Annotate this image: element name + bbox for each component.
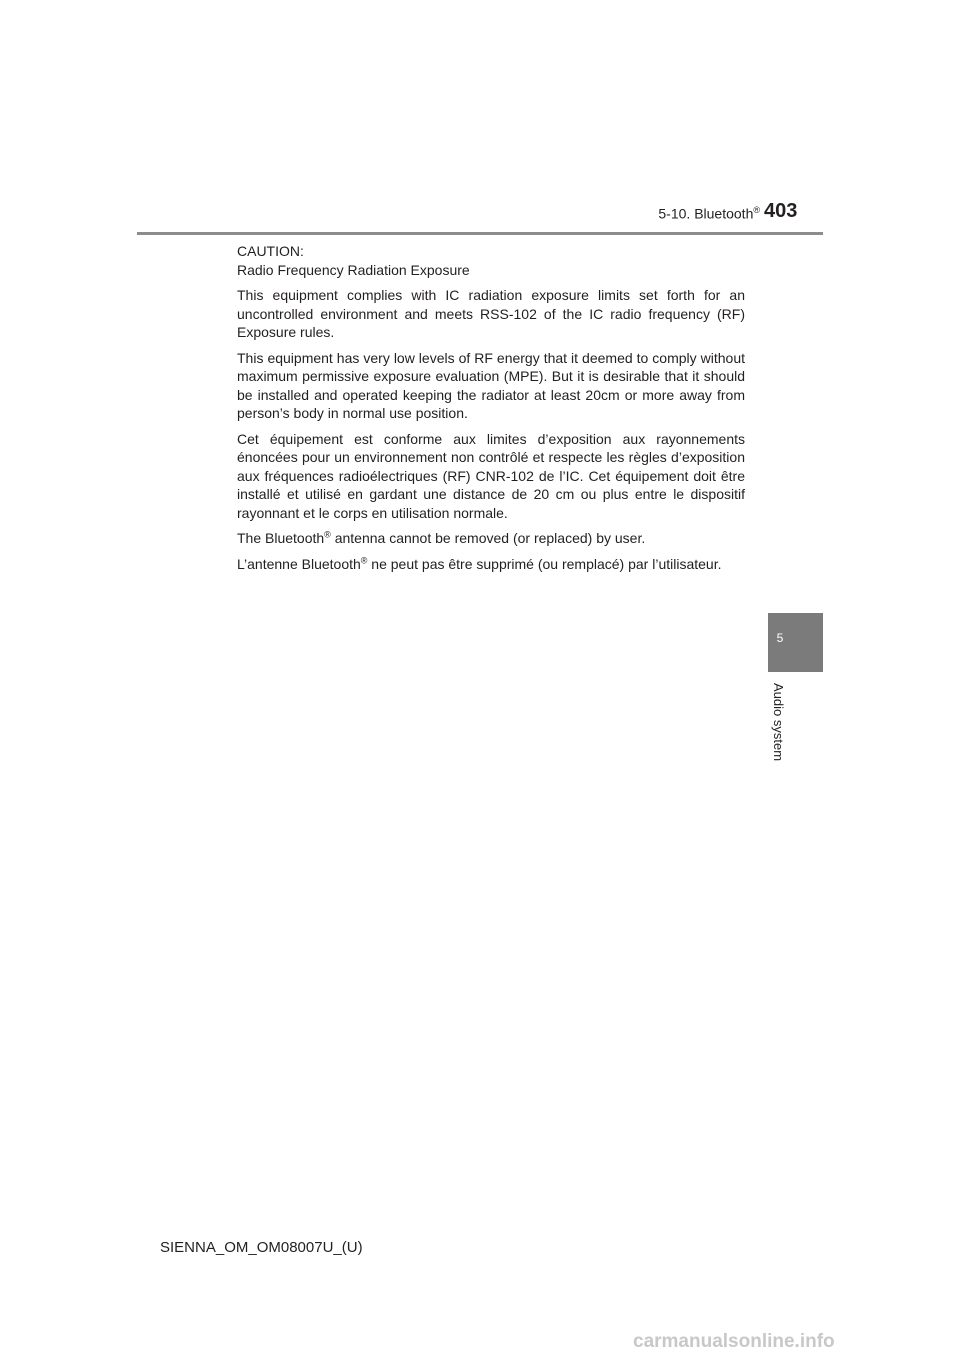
paragraph-ic-limits: This equipment complies with IC radiation exposure limits set forth for an uncontrolled environment and meets RSS-102 of the IC radio frequency (RF) Exposure rules.: [237, 287, 745, 340]
section-title-text: 5-10. Bluetooth: [658, 205, 754, 222]
paragraph-antenna-english: The Bluetooth® antenna cannot be removed (or replaced) by user.: [237, 529, 646, 546]
paragraph-rf-energy: This equipment has very low levels of RF energy that it deemed to comply without maximum permissive exposure evaluation (MPE). But it is desirable that it should be installed and operated keeping the radiator at least 20cm or more away from person’s body in normal use position.: [237, 349, 745, 421]
caution-heading: CAUTION:: [237, 243, 304, 259]
body-text: [237, 242, 745, 580]
page-number: 403: [764, 200, 798, 222]
chapter-label: [770, 683, 790, 783]
chapter-tab: [768, 613, 823, 672]
paragraph-antenna-french: L’antenne Bluetooth® ne peut pas être supprimé (ou remplacé) par l’utilisateur.: [237, 554, 722, 572]
chapter-label-text: Audio system: [771, 683, 786, 762]
header-rule: [137, 232, 823, 235]
paragraph-french-exposure: Cet équipement est conforme aux limites d’exposition aux rayonnements énoncées pour un environnement non contrôlé et respecte les règles d’exposition aux fréquences radioélectriques (RF) CNR-102 de l’IC. Cet équipement doit être installé et utilisé en gardant une distance de 20 cm ou plus entre le dispositif rayonnant et le corps en utilisation normale.: [237, 430, 745, 521]
caution-subtitle: Radio Frequency Radiation Exposure: [237, 261, 470, 278]
chapter-number: 5: [776, 631, 784, 645]
section-title: [520, 205, 760, 222]
registered-mark: ®: [753, 205, 760, 215]
watermark-text: carmanualsonline.info: [633, 1331, 835, 1352]
footer-doc-id: SIENNA_OM_OM08007U_(U): [160, 1239, 363, 1256]
